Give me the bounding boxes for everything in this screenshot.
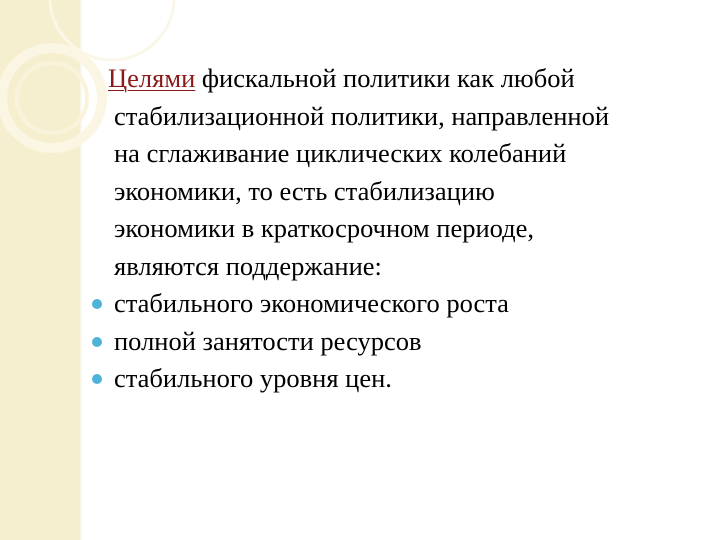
bullet-text: стабильного экономического роста (114, 288, 509, 318)
slide-content (92, 60, 712, 398)
intro-line-4: экономики, то есть стабилизацию (114, 175, 495, 206)
intro-line-3: на сглаживание циклических колебаний (114, 138, 567, 168)
list-item (92, 323, 712, 361)
intro-line-5: экономики в краткосрочном периоде, (114, 213, 535, 243)
goals-list (92, 285, 712, 398)
bullet-dot-icon (92, 374, 102, 384)
intro-line-2: стабилизационной политики, направленной (114, 100, 610, 131)
list-item (92, 360, 712, 398)
keyword-goals: Целями (108, 63, 196, 93)
bullet-dot-icon (92, 299, 102, 309)
bullet-text: стабильного уровня цен. (114, 363, 392, 393)
bullet-dot-icon (92, 337, 102, 347)
intro-line-1: фискальной политики как любой (195, 63, 575, 93)
intro-paragraph (92, 60, 712, 285)
bullet-text: полной занятости ресурсов (114, 325, 422, 356)
ring-inner (17, 63, 87, 133)
list-item (92, 285, 712, 323)
intro-line-6: являются поддержание: (114, 250, 382, 281)
